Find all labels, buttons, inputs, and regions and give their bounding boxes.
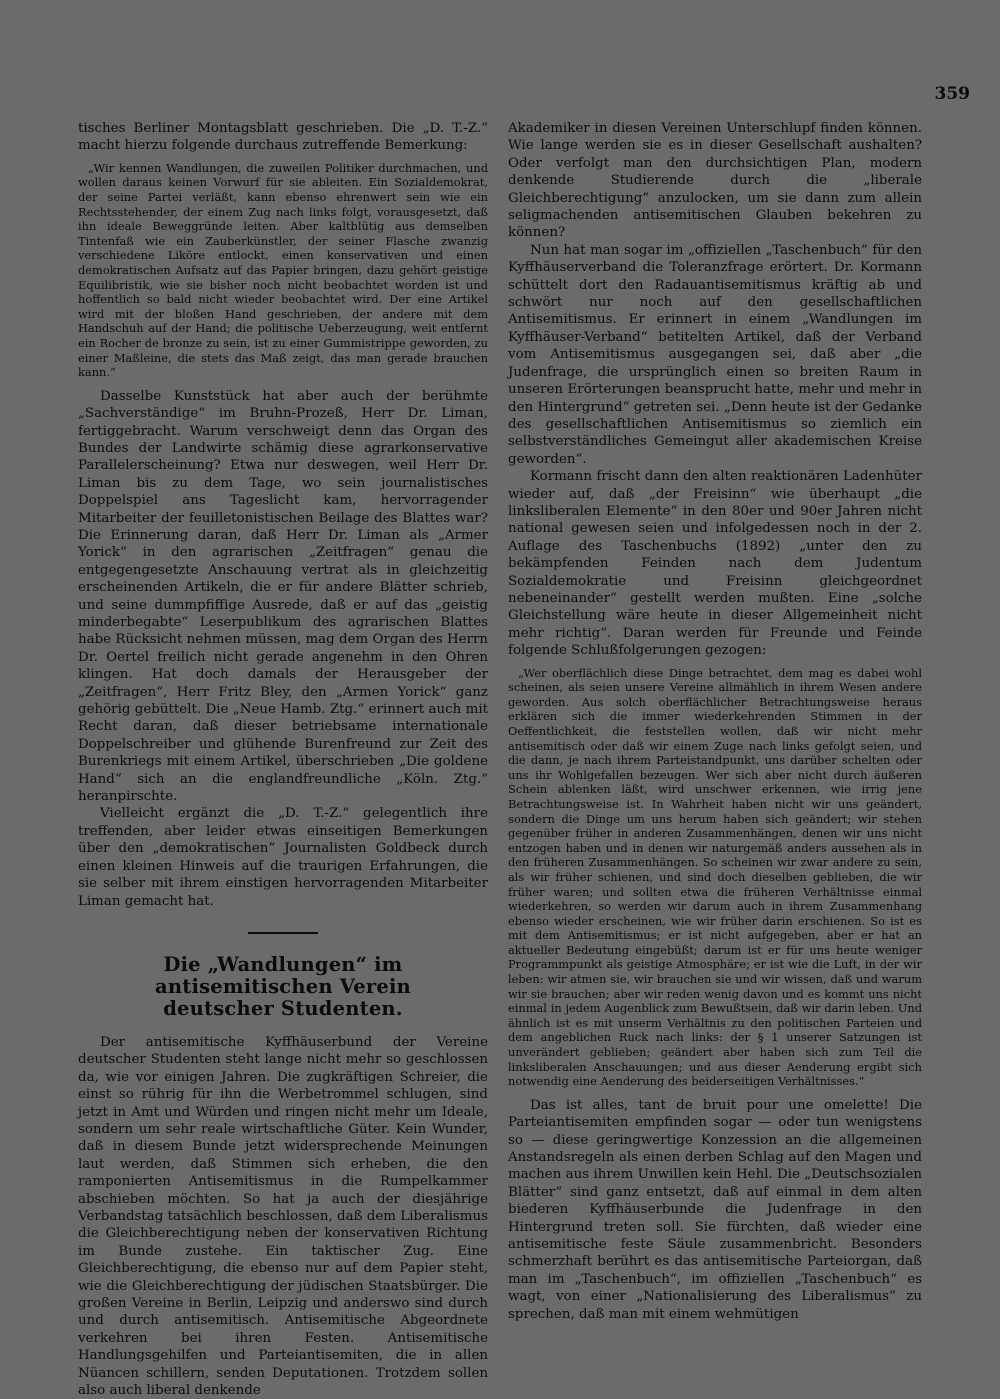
- right-quotation: [508, 666, 922, 1089]
- article-heading-line-1: Die „Wandlungen“ im antisemitischen Verein: [155, 952, 411, 998]
- left-column: [78, 120, 488, 1399]
- left-paragraph-4: Der antisemitische Kyffhäuserbund der Vereine deutscher Studenten steht lange nicht mehr so geschlossen da, wie vor einigen Jahren. Die zugkräftigen Schreier, die einst so rührig für ihn die Werbetrommel schlugen, sind jetzt in Amt und Würden und ringen nicht mehr um Ideale, sondern um sehr reale wirtschaftliche Güter. Kein Wunder, daß in diesem Bunde jetzt widersprechende Meinungen laut werden, daß Stimmen sich erheben, die den ramponierten Antisemitismus in die Rumpelkammer abschieben möchten. So hat ja auch der diesjährige Verbandstag tatsächlich beschlossen, daß dem Liberalismus die Gleichberechtigung neben der konservativen Richtung im Bunde zustehe. Ein taktischer Zug. Eine Gleichberechtigung, die ebenso nur auf dem Papier steht, wie die Gleichberechtigung der jüdischen Staatsbürger. Die großen Vereine in Berlin, Leipzig und anderswo sind durch und durch antisemitisch. Antisemitische Abgeordnete verkehren bei ihren Festen. Antisemitische Handlungsgehilfen und Parteiantisemiten, die in allen Nüancen schillern, senden Deputationen. Trotzdem sollen also auch liberal denkende: [78, 1034, 488, 1399]
- right-paragraph-1: Akademiker in diesen Vereinen Unterschlupf finden können. Wie lange werden sie es in dieser Gesellschaft aushalten? Oder verfolgt man den durchsichtigen Plan, modern denkende Studierende durch die „liberale Gleichberechtigung“ anzulocken, um sie dann zum allein seligmachenden antisemitischen Glauben bekehren zu können?: [508, 121, 922, 241]
- right-paragraph-2: Nun hat man sogar im „offiziellen „Taschenbuch“ für den Kyffhäuserverband die Toleranzfrage erörtert. Dr. Kormann schüttelt dort den Radauantisemitismus kräftig ab und schwört nur noch auf den gesellschaftlichen Antisemitismus. Er erinnert in einem „Wandlungen im Kyffhäuser-Verband“ betitelten Artikel, daß der Verband vom Antisemitismus ausgegangen sei, daß aber „die Judenfrage, die ursprünglich einen so breiten Raum in unseren Erörterungen beansprucht hatte, mehr und mehr in den Hintergrund“ getreten sei. „Denn heute ist der Gedanke des gesellschaftlichen Antisemitismus so ziemlich ein selbstverständliches Gemeingut aller akademischen Kreise geworden“.: [508, 242, 922, 467]
- right-column: [508, 120, 922, 1359]
- section-divider: [248, 932, 318, 934]
- article-heading: [78, 954, 488, 1020]
- right-paragraph-3: Kormann frischt dann den alten reaktionären Ladenhüter wieder auf, daß „der Freisinn“ wie überhaupt „die linksliberalen Elemente“ in den 80er und 90er Jahren nicht national gewesen seien und infolgedessen noch in der 2. Auflage des Taschenbuchs (1892) „unter den zu bekämpfenden Feinden nach dem Judentum Sozialdemokratie und Freisinn gleichgeordnet nebeneinander“ gestellt werden mußten. Eine „solche Gleichstellung wäre heute in dieser Allgemeinheit nicht mehr richtig“. Daran werden für Freunde und Feinde folgende Schlußfolgerungen gezogen:: [508, 469, 922, 659]
- left-paragraph-1: tisches Berliner Montagsblatt geschrieben. Die „D. T.-Z.“ macht hierzu folgende durchaus zutreffende Bemerkung:: [78, 121, 488, 154]
- right-quote-text: „Wer oberflächlich diese Dinge betrachtet, dem mag es dabei wohl scheinen, als seien unsere Vereine allmählich in ihrem Wesen andere geworden. Aus solch oberflächlicher Betrachtungsweise heraus erklären sich die immer wiederkehrenden Stimmen in der Oeffentlichkeit, die feststellen wollen, daß wir nicht mehr antisemitisch oder daß wir einem Zuge nach links gefolgt seien, und die dann, je nach ihrem Parteistandpunkt, uns darüber schelten oder uns ihr Wohlgefallen bezeugen. Wer sich aber nicht durch äußeren Schein ablenken läßt, wird unschwer erkennen, wie irrig jene Betrachtungsweise ist. In Wahrheit haben nicht wir uns geändert, sondern die Dinge um uns herum haben sich geändert; wir stehen gegenüber früher in anderen Zusammenhängen, denen wir uns nicht entzogen haben und in denen wir naturgemäß anders aussehen als in den früheren Zusammenhängen. So scheinen wir zwar andere zu sein, als wir früher schienen, und sind doch dieselben geblieben, die wir früher waren; und sollten etwa die früheren Verhältnisse einmal wiederkehren, so werden wir darum auch in ihrem Zusammenhang ebenso wieder erscheinen, wie wir früher darin erschienen. So ist es mit dem Antisemitismus; er ist nicht aufgegeben, aber er hat an aktueller Bedeutung eingebüßt; darum ist er für uns heute weniger Programmpunkt als geistige Atmosphäre; er ist wie die Luft, in der wir leben: wir atmen sie, wir brauchen sie und wir wissen, daß und warum wir sie brauchen; aber wir reden wenig davon und es kommt uns nicht einmal in jedem Augenblick zum Bewußtsein, daß wir darin leben. Und ähnlich ist es mit unserm Verhältnis zu den politischen Parteien und dem angeblichen Ruck nach links: der § 1 unserer Satzungen ist unverändert geblieben; geändert aber haben sich zum Teil die linksliberalen Anschauungen; und aus dieser Aenderung ergibt sich notwendig eine Aenderung des beiderseitigen Verhältnisses.“: [508, 665, 922, 1089]
- right-paragraph-4: Das ist alles, tant de bruit pour une omelette! Die Parteiantisemiten empfinden sogar — oder tun wenigstens so — diese geringwertige Konzession an die allgemeinen Anstandsregeln als einen derben Schlag auf den Magen und machen aus ihrem Unwillen kein Hehl. Die „Deutschsozialen Blätter“ sind ganz entsetzt, daß auf einmal in dem alten biederen Kyffhäuserbunde die Judenfrage in den Hintergrund treten soll. Sie fürchten, daß wieder eine antisemitische feste Säule zusammenbricht. Besonders schmerzhaft berührt es das antisemitische Parteiorgan, daß man im „Taschenbuch“, im offiziellen „Taschenbuch“ es wagt, von einer „Nationalisierung des Liberalismus“ zu sprechen, daß man mit einem wehmütigen: [508, 1097, 922, 1322]
- left-quote-text: „Wir kennen Wandlungen, die zuweilen Politiker durchmachen, und wollen daraus keinen Vorwurf für sie ableiten. Ein Sozialdemokrat, der seine Partei verläßt, kann ebenso ehrenwert sein wie ein Rechtsstehender, der einem Zug nach links folgt, vorausgesetzt, daß ihn ideale Beweggründe leiten. Aber kaltblütig aus demselben Tintenfaß wie ein Zauberkünstler, der seiner Flasche zwanzig verschiedene Liköre entlockt, einen konservativen und einen demokratischen Aufsatz auf das Papier bringen, dazu gehört geistige Equilibristik, wie sie bisher noch nicht beobachtet worden ist und hoffentlich so bald nicht wieder beobachtet wird. Der eine Artikel wird mit der bloßen Hand geschrieben, der andere mit dem Handschuh auf der Hand; die politische Ueberzeugung, weit entfernt ein Rocher de bronze zu sein, ist zu einer Gummistrippe geworden, zu einer Maßleine, die stets das Maß zeigt, das man gerade brauchen kann.“: [78, 160, 488, 380]
- page-number: 359: [934, 84, 970, 104]
- left-paragraph-2: Dasselbe Kunststück hat aber auch der berühmte „Sachverständige“ im Bruhn-Prozeß, Herr Dr. Liman, fertiggebracht. Warum verschweigt denn das Organ des Bundes der Landwirte schämig diese agrarkonservative Parallelerscheinung? Etwa nur deswegen, weil Herr Dr. Liman bis zu dem Tage, wo sein journalistisches Doppelspiel ans Tageslicht kam, hervorragender Mitarbeiter der feuilletonistischen Beilage des Blattes war? Die Erinnerung daran, daß Herr Dr. Liman als „Armer Yorick“ in den agrarischen „Zeitfragen“ genau die entgegengesetzte Anschauung vertrat als in gleichzeitig erscheinenden Artikeln, die er für andere Blätter schrieb, und seine dummpfiffige Ausrede, daß er auf das „geistig minderbegabte“ Leserpublikum des agrarischen Blattes habe Rücksicht nehmen müssen, mag dem Organ des Herrn Dr. Oertel freilich nicht gerade angenehm in den Ohren klingen. Hat doch damals der Herausgeber der „Zeitfragen“, Herr Fritz Bley, den „Armen Yorick“ ganz gehörig gebüttelt. Die „Neue Hamb. Ztg.“ erinnert auch mit Recht daran, daß dieser betriebsame internationale Doppelschreiber und glühende Burenfreund zur Zeit des Burenkriegs mit einem Artikel, überschrieben „Die goldene Hand“ sich an die englandfreundliche „Köln. Ztg.“ heranpirschte.: [78, 388, 488, 805]
- article-heading-line-2: deutscher Studenten.: [163, 996, 403, 1020]
- left-quotation: [78, 161, 488, 380]
- left-paragraph-3: Vielleicht ergänzt die „D. T.-Z.“ gelegentlich ihre treffenden, aber leider etwas einseitigen Bemerkungen über den „demokratischen“ Journalisten Goldbeck durch einen kleinen Hinweis auf die traurigen Erfahrungen, die sie selber mit ihrem einstigen hervorragenden Mitarbeiter Liman gemacht hat.: [78, 806, 488, 909]
